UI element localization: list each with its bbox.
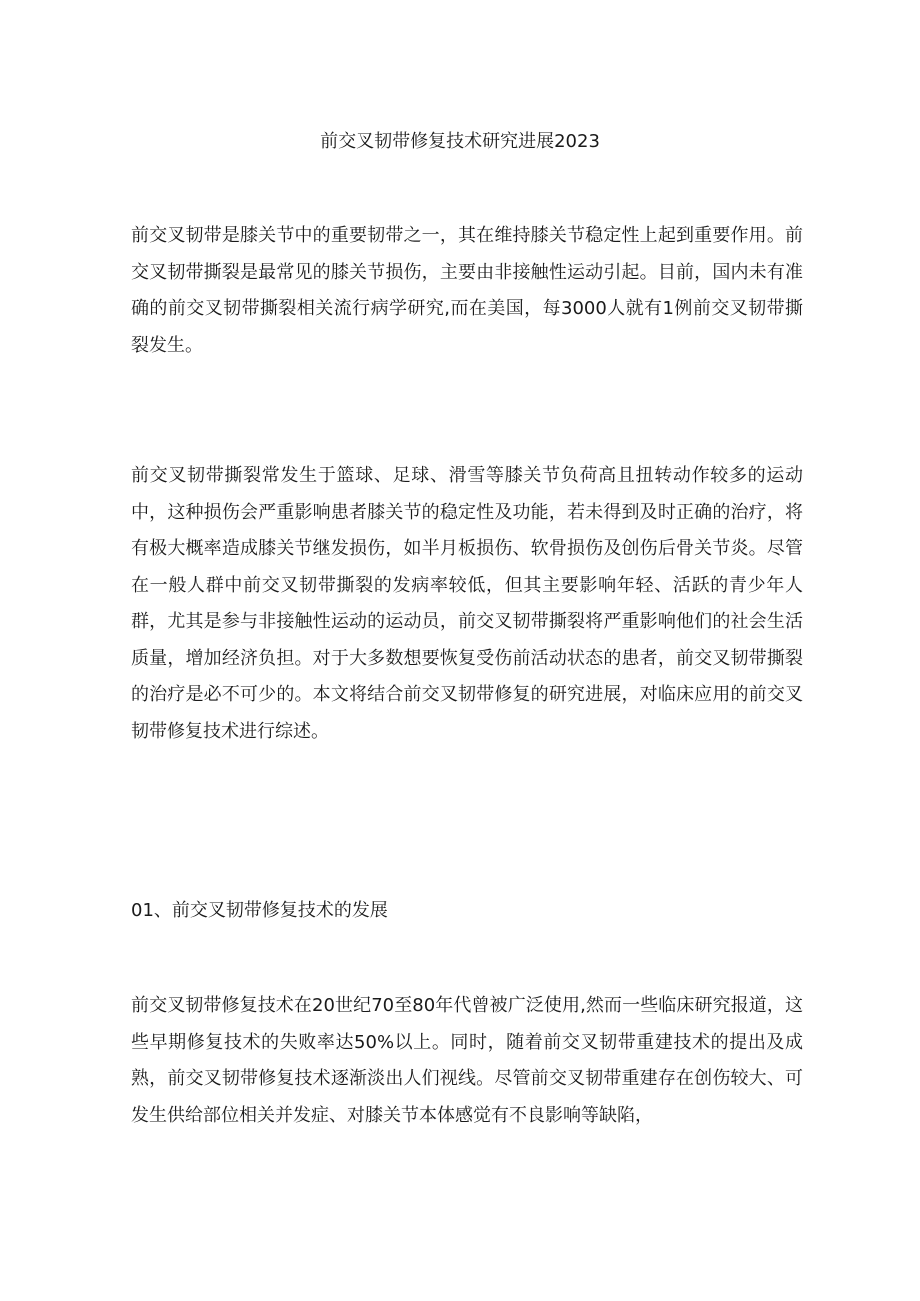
document-title: 前交叉韧带修复技术研究进展2023: [320, 131, 600, 152]
section-paragraph: 前交叉韧带修复技术在20世纪70至80年代曾被广泛使用,然而一些临床研究报道，这些早期修复技术的失败率达50%以上。同时，随着前交叉韧带重建技术的提出及成熟，前交叉韧带修复技术逐渐淡出人们视线。尽管前交叉韧带重建存在创伤较大、可发生供给部位相关并发症、对膝关节本体感觉有不良影响等缺陷，: [131, 995, 803, 1126]
paragraph-background: 前交叉韧带撕裂常发生于篮球、足球、滑雪等膝关节负荷高且扭转动作较多的运动中，这种损伤会严重影响患者膝关节的稳定性及功能，若未得到及时正确的治疗，将有极大概率造成膝关节继发损伤，如半月板损伤、软骨损伤及创伤后骨关节炎。尽管在一般人群中前交叉韧带撕裂的发病率较低，但其主要影响年轻、活跃的青少年人群，尤其是参与非接触性运动的运动员，前交叉韧带撕裂将严重影响他们的社会生活质量，增加经济负担。对于大多数想要恢复受伤前活动状态的患者，前交叉韧带撕裂的治疗是必不可少的。本文将结合前交叉韧带修复的研究进展，对临床应用的前交叉韧带修复技术进行综述。: [131, 465, 803, 742]
paragraph-intro: 前交叉韧带是膝关节中的重要韧带之一，其在维持膝关节稳定性上起到重要作用。前交叉韧带撕裂是最常见的膝关节损伤，主要由非接触性运动引起。目前，国内未有准确的前交叉韧带撕裂相关流行病学研究,而在美国，每3000人就有1例前交叉韧带撕裂发生。: [131, 225, 803, 356]
section-heading: 01、前交叉韧带修复技术的发展: [131, 900, 388, 921]
